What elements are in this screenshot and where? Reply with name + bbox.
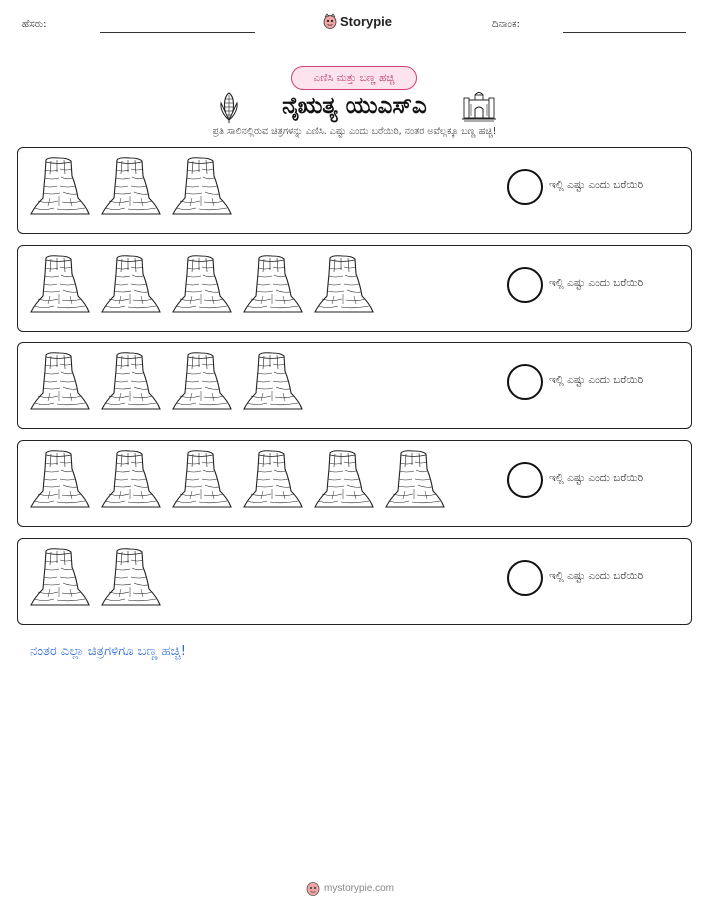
count-row-1 [17, 147, 692, 234]
butte-rock-icon [243, 351, 303, 411]
answer-circle[interactable] [507, 560, 543, 596]
footer-site-url: mystorypie.com [324, 882, 395, 894]
butte-rock-icon [243, 254, 303, 314]
page-title: ನೈಋತ್ಯ ಯುಎಸ್ಎ [282, 93, 427, 119]
footer-note: ನಂತರ ಎಲ್ಲಾ ಚಿತ್ರಗಳಿಗೂ ಬಣ್ಣ ಹಚ್ಚಿ! [30, 644, 186, 659]
count-row-2 [17, 245, 692, 332]
butte-rock-icon [101, 156, 161, 216]
butte-rock-icon [30, 254, 90, 314]
brand-name: Storypie [340, 13, 393, 29]
activity-pill: ಎಣಿಸಿ ಮತ್ತು ಬಣ್ಣ ಹಚ್ಚಿ [291, 66, 417, 90]
butte-rock-icon [314, 449, 374, 509]
instructions: ಪ್ರತಿ ಸಾಲಿನಲ್ಲಿರುವ ಚಿತ್ರಗಳನ್ನು ಎಣಿಸಿ. ಎಷ್ಟು ಎಂದು ಬರೆಯಿರಿ, ನಂತರ ಅವೆಲ್ಲಕ್ಕೂ ಬಣ್ಣ ಹಚ್ಚಿ! [212, 126, 497, 137]
title-row [0, 90, 709, 124]
butte-rock-icon [101, 449, 161, 509]
butte-rock-icon [243, 449, 303, 509]
name-label: ಹೆಸರು: [22, 19, 47, 30]
answer-label: ಇಲ್ಲಿ ಎಷ್ಟು ಎಂದು ಬರೆಯಿರಿ [549, 179, 644, 191]
answer-label: ಇಲ್ಲಿ ಎಷ್ಟು ಎಂದು ಬರೆಯಿರಿ [549, 374, 644, 386]
butte-rock-icon [172, 449, 232, 509]
answer-circle[interactable] [507, 462, 543, 498]
count-row-5 [17, 538, 692, 625]
answer-circle[interactable] [507, 267, 543, 303]
answer-label: ಇಲ್ಲಿ ಎಷ್ಟು ಎಂದು ಬರೆಯಿರಿ [549, 277, 644, 289]
date-label: ದಿನಾಂಕ: [492, 19, 520, 30]
storypie-mascot-icon [306, 880, 320, 896]
count-row-3 [17, 342, 692, 429]
butte-rock-icon [385, 449, 445, 509]
butte-rock-icon [30, 156, 90, 216]
butte-rock-icon [172, 351, 232, 411]
name-write-line[interactable] [100, 32, 255, 33]
butte-rock-icon [30, 449, 90, 509]
brand-logo [323, 13, 392, 29]
mission-building-icon [462, 90, 496, 122]
answer-label: ಇಲ್ಲಿ ಎಷ್ಟು ಎಂದು ಬರೆಯಿರಿ [549, 570, 644, 582]
butte-rock-icon [101, 547, 161, 607]
count-row-4 [17, 440, 692, 527]
footer-site [306, 880, 394, 896]
date-write-line[interactable] [563, 32, 686, 33]
butte-rock-icon [101, 351, 161, 411]
answer-circle[interactable] [507, 169, 543, 205]
butte-rock-icon [314, 254, 374, 314]
answer-label: ಇಲ್ಲಿ ಎಷ್ಟು ಎಂದು ಬರೆಯಿರಿ [549, 472, 644, 484]
storypie-mascot-icon [323, 13, 337, 29]
butte-rock-icon [30, 351, 90, 411]
butte-rock-icon [172, 254, 232, 314]
butte-rock-icon [30, 547, 90, 607]
butte-rock-icon [172, 156, 232, 216]
answer-circle[interactable] [507, 364, 543, 400]
butte-rock-icon [101, 254, 161, 314]
